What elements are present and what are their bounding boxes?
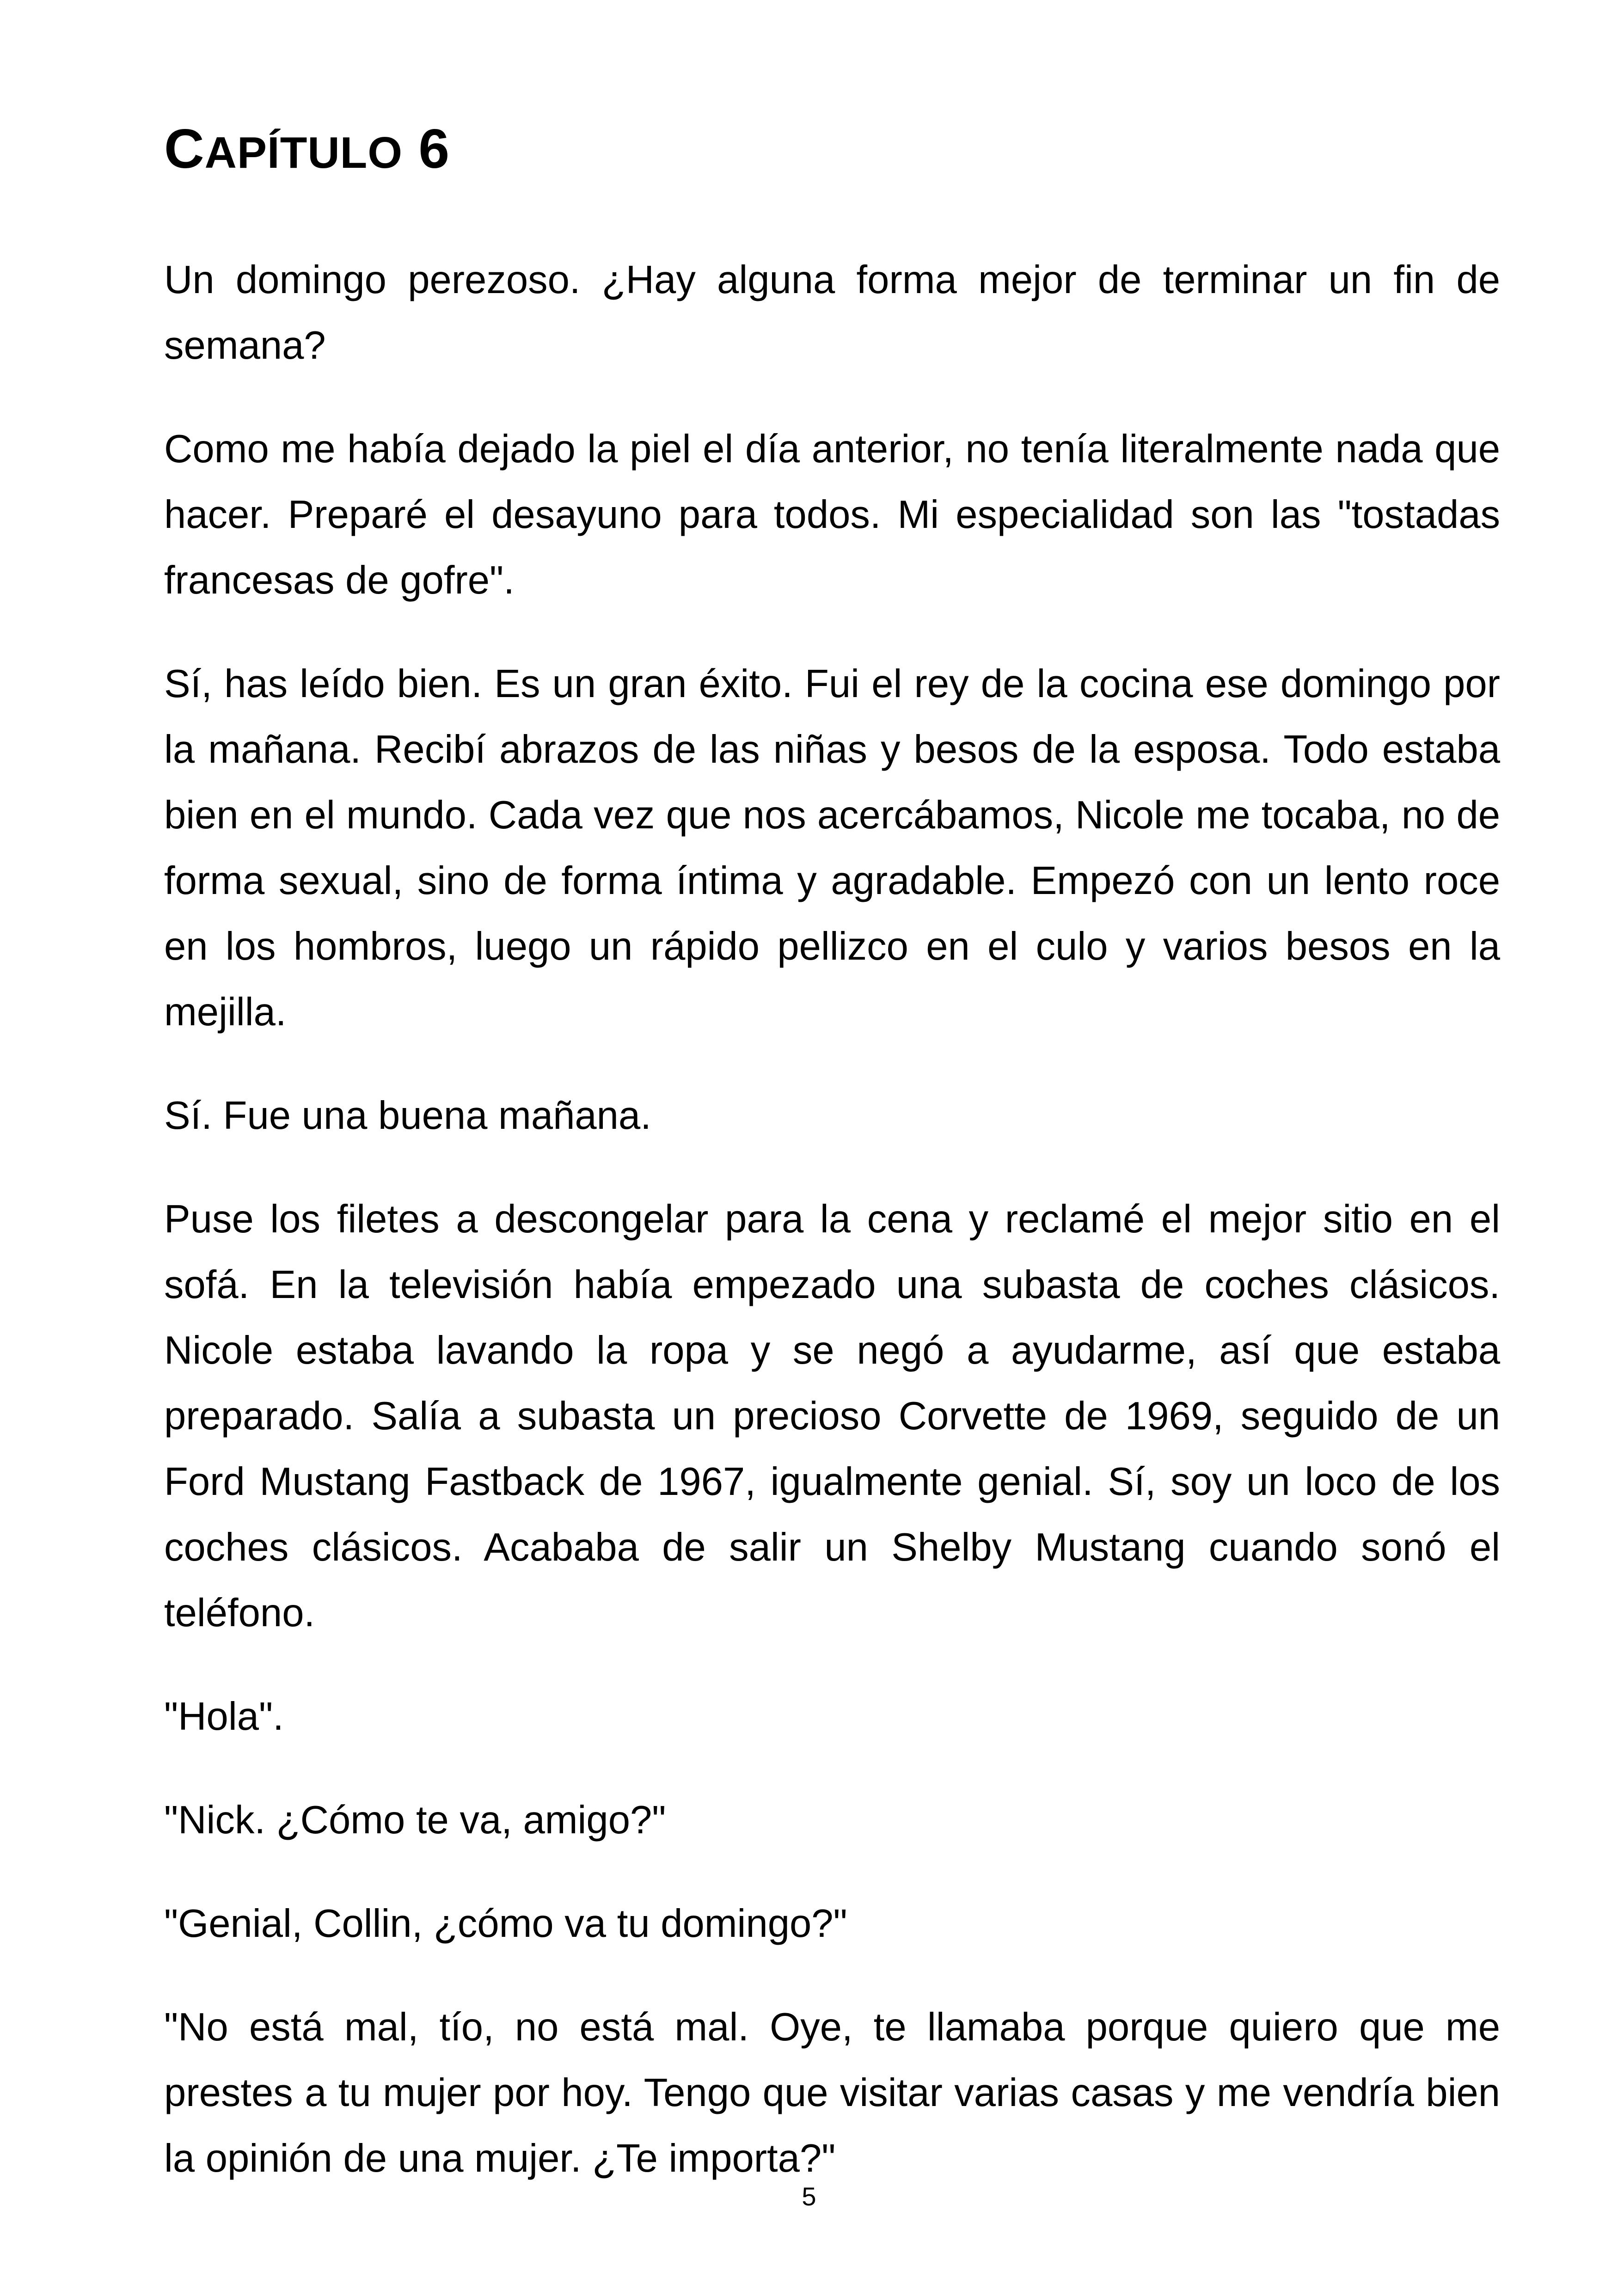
page-number: 5 bbox=[802, 2182, 816, 2211]
paragraph: Sí. Fue una buena mañana. bbox=[164, 1094, 651, 1138]
chapter-body bbox=[164, 247, 1500, 2229]
paragraph: Como me había dejado la piel el día anterior, no tenía literalmente nada que hacer. Preparé el desayuno para todos. Mi especialidad son las "tostadas francesas de gofre". bbox=[164, 427, 1500, 602]
paragraph: Un domingo perezoso. ¿Hay alguna forma mejor de terminar un fin de semana? bbox=[164, 258, 1500, 367]
chapter-title bbox=[164, 116, 450, 182]
paragraph: Sí, has leído bien. Es un gran éxito. Fui el rey de la cocina ese domingo por la mañana. Recibí abrazos de las niñas y besos de la esposa. Todo estaba bien en el mundo. Cada vez que nos acercábamos, Nicole me tocaba, no de forma sexual, sino de forma íntima y agradable. Empezó con un lento roce en los hombros, luego un rápido pellizco en el culo y varios besos en la mejilla. bbox=[164, 662, 1500, 1034]
chapter-number: 6 bbox=[418, 118, 450, 180]
paragraph: "Nick. ¿Cómo te va, amigo?" bbox=[164, 1798, 666, 1842]
paragraph: "Genial, Collin, ¿cómo va tu domingo?" bbox=[164, 1902, 847, 1946]
paragraph: Puse los filetes a descongelar para la cena y reclamé el mejor sitio en el sofá. En la televisión había empezado una subasta de coches clásicos. Nicole estaba lavando la ropa y se negó a ayudarme, así que estaba preparado. Salía a subasta un precioso Corvette de 1969, seguido de un Ford Mustang Fastback de 1967, igualmente genial. Sí, soy un loco de los coches clásicos. Acababa de salir un Shelby Mustang cuando sonó el teléfono. bbox=[164, 1197, 1500, 1635]
paragraph: "Hola". bbox=[164, 1695, 284, 1739]
chapter-title-initial: C bbox=[164, 118, 205, 180]
paragraph: "No está mal, tío, no está mal. Oye, te llamaba porque quiero que me prestes a tu mujer por hoy. Tengo que visitar varias casas y me vendría bien la opinión de una mujer. ¿Te importa?" bbox=[164, 2005, 1500, 2180]
chapter-title-rest: APÍTULO bbox=[204, 128, 403, 178]
